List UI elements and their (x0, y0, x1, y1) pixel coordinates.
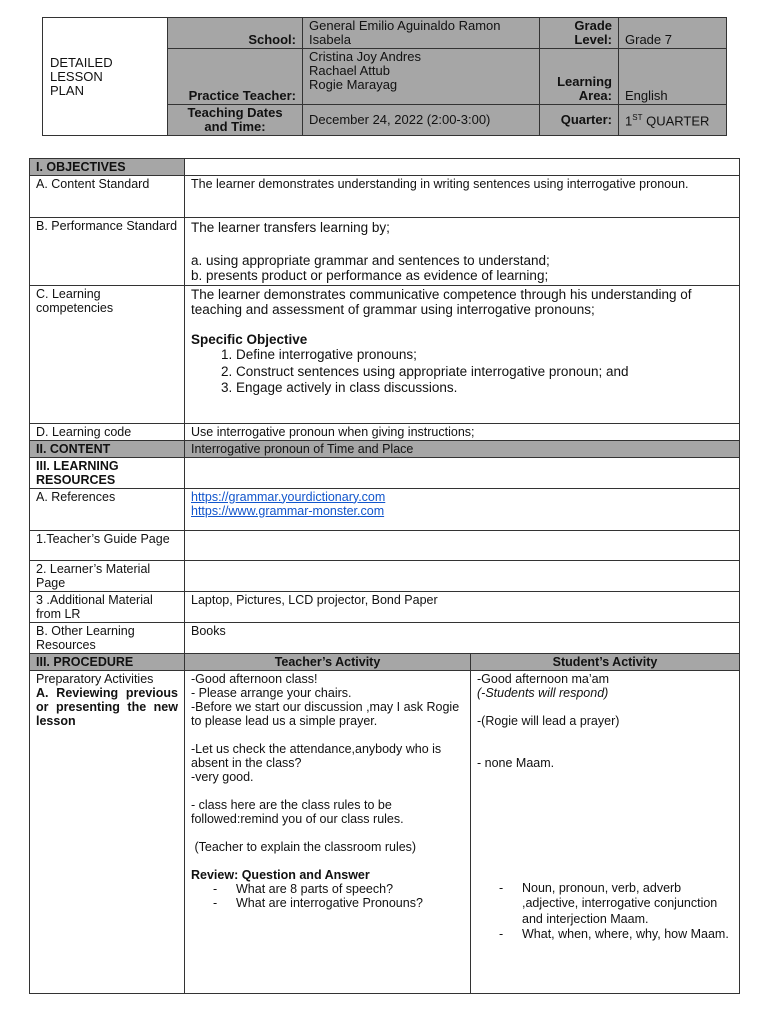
performance-standard-label: B. Performance Standard (30, 218, 185, 286)
student-activity-cell: -Good afternoon ma’am (-Students will respond) -(Rogie will lead a prayer) - none Maam. - Noun, pronoun, verb, adverb ,adjective, interrogative conjunction and interjection Maam. - What, when, where, why, how Maam. (471, 670, 740, 993)
list-item: 1. Define interrogative pronouns; (236, 347, 733, 364)
list-item: 3. Engage actively in class discussions. (236, 380, 733, 397)
learning-competencies-text: The learner demonstrates communicative competence through his understanding of teaching and assessment of grammar using interrogative pronouns; Specific Objective 1. Define interrogative pronouns; 2. Construct sentences using appropriate interrogative pronoun; and 3. Engage actively in class discussions. (185, 285, 740, 423)
header-table (42, 17, 727, 136)
other-resources-text: Books (185, 622, 740, 653)
learning-resources-heading: III. LEARNING RESOURCES (30, 457, 185, 488)
learning-competencies-label: C. Learning competencies (30, 285, 185, 423)
student-answer-list (477, 881, 733, 943)
content-standard-label: A. Content Standard (30, 176, 185, 218)
review-heading: Review: Question and Answer (191, 867, 370, 882)
learning-code-label: D. Learning code (30, 423, 185, 440)
document-title: DETAILED LESSON PLAN (43, 18, 168, 136)
list-item: - Noun, pronoun, verb, adverb ,adjective, interrogative conjunction and interjection Maam. (499, 881, 733, 928)
content-heading: II. CONTENT (30, 440, 185, 457)
learning-area-label: Learning Area: (540, 49, 619, 105)
learning-code-text: Use interrogative pronoun when giving instructions; (185, 423, 740, 440)
learning-resources-blank (185, 457, 740, 488)
school-value: General Emilio Aguinaldo Ramon Isabela (303, 18, 540, 49)
list-item: - What are interrogative Pronouns? (213, 896, 464, 910)
procedure-heading: III. PROCEDURE (30, 653, 185, 670)
specific-objective-list (191, 347, 733, 397)
teacher-activity-cell: -Good afternoon class! - Please arrange your chairs. -Before we start our discussion ,may I ask Rogie to please lead us a simple prayer. -Let us check the attendance,anybody who is absent in the class? -very good. - class here are the class rules to be followed:remind you of our class rules. (Teacher to explain the classroom rules) Review: Question and Answer - What are 8 parts of speech? - What are interrogative Pronouns? (185, 670, 471, 993)
step-a-label: A. Reviewing previous or presenting the new lesson (36, 685, 178, 728)
student-activity-heading: Student’s Activity (471, 653, 740, 670)
learners-material-value (185, 560, 740, 591)
grade-level-value: Grade 7 (619, 18, 727, 49)
quarter-value: 1ST QUARTER (619, 105, 727, 136)
list-item: - What, when, where, why, how Maam. (499, 927, 733, 943)
quarter-label: Quarter: (540, 105, 619, 136)
reference-link-1[interactable]: https://grammar.yourdictionary.com (191, 489, 386, 504)
specific-objective-heading: Specific Objective (191, 331, 308, 347)
learners-material-label: 2. Learner’s Material Page (30, 560, 185, 591)
school-label: School: (168, 18, 303, 49)
preparatory-activities-label: Preparatory Activities (36, 671, 154, 686)
teaching-dates-label: Teaching Dates and Time: (168, 105, 303, 136)
learning-area-value: English (619, 49, 727, 105)
references-label: A. References (30, 488, 185, 530)
teachers-guide-value (185, 530, 740, 560)
content-standard-text: The learner demonstrates understanding in writing sentences using interrogative pronoun. (185, 176, 740, 218)
additional-material-label: 3 .Additional Material from LR (30, 591, 185, 622)
performance-standard-text: The learner transfers learning by; a. using appropriate grammar and sentences to understand; b. presents product or performance as evidence of learning; (185, 218, 740, 286)
references-links (185, 488, 740, 530)
review-question-list (191, 882, 464, 910)
list-item: - What are 8 parts of speech? (213, 882, 464, 896)
lesson-plan-table (29, 158, 740, 994)
additional-material-text: Laptop, Pictures, LCD projector, Bond Paper (185, 591, 740, 622)
other-resources-label: B. Other Learning Resources (30, 622, 185, 653)
teacher-activity-heading: Teacher’s Activity (185, 653, 471, 670)
content-text: Interrogative pronoun of Time and Place (185, 440, 740, 457)
practice-teacher-names: Cristina Joy Andres Rachael Attub Rogie Marayag (303, 49, 540, 105)
procedure-step-label (30, 670, 185, 993)
objectives-heading: I. OBJECTIVES (30, 159, 185, 176)
reference-link-2[interactable]: https://www.grammar-monster.com (191, 503, 385, 518)
grade-level-label: Grade Level: (540, 18, 619, 49)
teachers-guide-label: 1.Teacher’s Guide Page (30, 530, 185, 560)
objectives-heading-blank (185, 159, 740, 176)
teaching-dates-value: December 24, 2022 (2:00-3:00) (303, 105, 540, 136)
practice-teacher-label: Practice Teacher: (168, 49, 303, 105)
list-item: 2. Construct sentences using appropriate interrogative pronoun; and (236, 364, 733, 381)
